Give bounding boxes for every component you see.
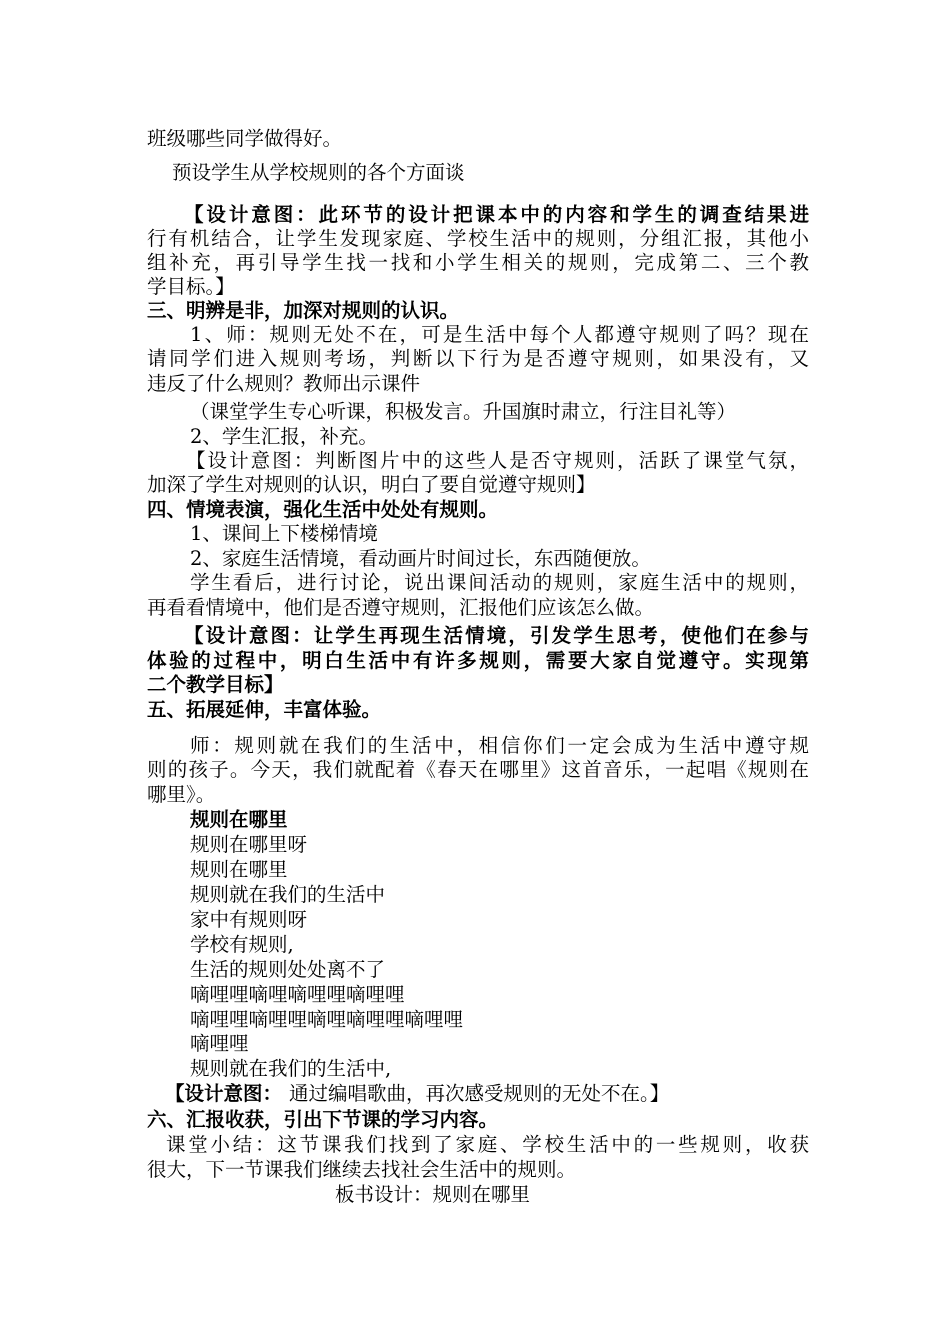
song-line: 家中有规则呀 (190, 908, 308, 931)
song-title: 规则在哪里 (190, 808, 288, 831)
song-line: 嘀哩哩嘀哩哩嘀哩嘀哩哩嘀哩哩 (190, 1008, 464, 1031)
design-intent-label: 【设计意图： (165, 1082, 283, 1105)
design-intent-text: 通过编唱歌曲，再次感受规则的无处不在。】 (289, 1082, 670, 1105)
section-heading: 五、拓展延伸，丰富体验。 (147, 698, 382, 721)
text-line: 预设学生从学校规则的各个方面谈 (172, 161, 465, 184)
text-line: 请同学们进入规则考场，判断以下行为是否遵守规则，如果没有，又 (147, 347, 809, 370)
text-line: 师：规则就在我们的生活中，相信你们一定会成为生活中遵守规 (190, 734, 809, 757)
text-line: 学目标。】 (147, 275, 235, 298)
section-heading: 四、情境表演，强化生活中处处有规则。 (147, 498, 499, 521)
design-intent-line: 【设计意图：此环节的设计把课本中的内容和学生的调查结果进 (184, 203, 809, 226)
song-line: 规则在哪里呀 (190, 833, 308, 856)
design-intent-line: 【设计意图：判断图片中的这些人是否守规则，活跃了课堂气氛， (186, 449, 809, 472)
design-intent-line: 体验的过程中，明白生活中有许多规则，需要大家自觉遵守。实现第 (147, 649, 809, 672)
text-line: 1、课间上下楼梯情境 (190, 522, 378, 545)
song-line: 规则就在我们的生活中, (190, 1057, 392, 1080)
section-heading: 六、汇报收获，引出下节课的学习内容。 (147, 1108, 499, 1131)
song-line: 规则在哪里 (190, 858, 288, 881)
text-line: 违反了什么规则？教师出示课件 (147, 372, 421, 395)
text-line: 行有机结合，让学生发现家庭、学校生活中的规则，分组汇报，其他小 (147, 227, 809, 250)
text-line: 则的孩子。今天，我们就配着《春天在哪里》这首音乐，一起唱《规则在 (147, 758, 809, 781)
design-intent-line: 二个教学目标】 (147, 673, 284, 696)
text-line: 课堂小结：这节课我们找到了家庭、学校生活中的一些规则，收获 (166, 1133, 809, 1156)
board-design-title: 板书设计：规则在哪里 (335, 1183, 531, 1206)
text-line: 2、家庭生活情境，看动画片时间过长，东西随便放。 (190, 547, 651, 570)
text-line: 组补充，再引导学生找一找和小学生相关的规则，完成第二、三个教 (147, 251, 809, 274)
design-intent-line: 【设计意图：让学生再现生活情境，引发学生思考，使他们在参与 (184, 624, 809, 647)
song-line: 生活的规则处处离不了 (190, 958, 386, 981)
text-line: 加深了学生对规则的认识，明白了要自觉遵守规则】 (147, 473, 596, 496)
section-heading: 三、明辨是非，加深对规则的认识。 (147, 299, 460, 322)
text-line: （课堂学生专心听课，积极发言。升国旗时肃立，行注目礼等） (190, 400, 737, 423)
song-line: 嘀哩哩嘀哩嘀哩哩嘀哩哩 (190, 983, 405, 1006)
text-line: 班级哪些同学做得好。 (147, 127, 343, 150)
text-line: 1、师：规则无处不在，可是生活中每个人都遵守规则了吗？现在 (190, 323, 809, 346)
text-line: 哪里》。 (147, 783, 216, 806)
song-line: 规则就在我们的生活中 (190, 883, 386, 906)
song-line: 嘀哩哩 (190, 1032, 249, 1055)
text-line: 学生看后，进行讨论，说出课间活动的规则，家庭生活中的规则， (190, 571, 809, 594)
text-line: 2、学生汇报，补充。 (190, 425, 378, 448)
text-line: 再看看情境中，他们是否遵守规则，汇报他们应该怎么做。 (147, 596, 655, 619)
text-line: 很大，下一节课我们继续去找社会生活中的规则。 (147, 1158, 577, 1181)
song-line: 学校有规则, (190, 933, 294, 956)
